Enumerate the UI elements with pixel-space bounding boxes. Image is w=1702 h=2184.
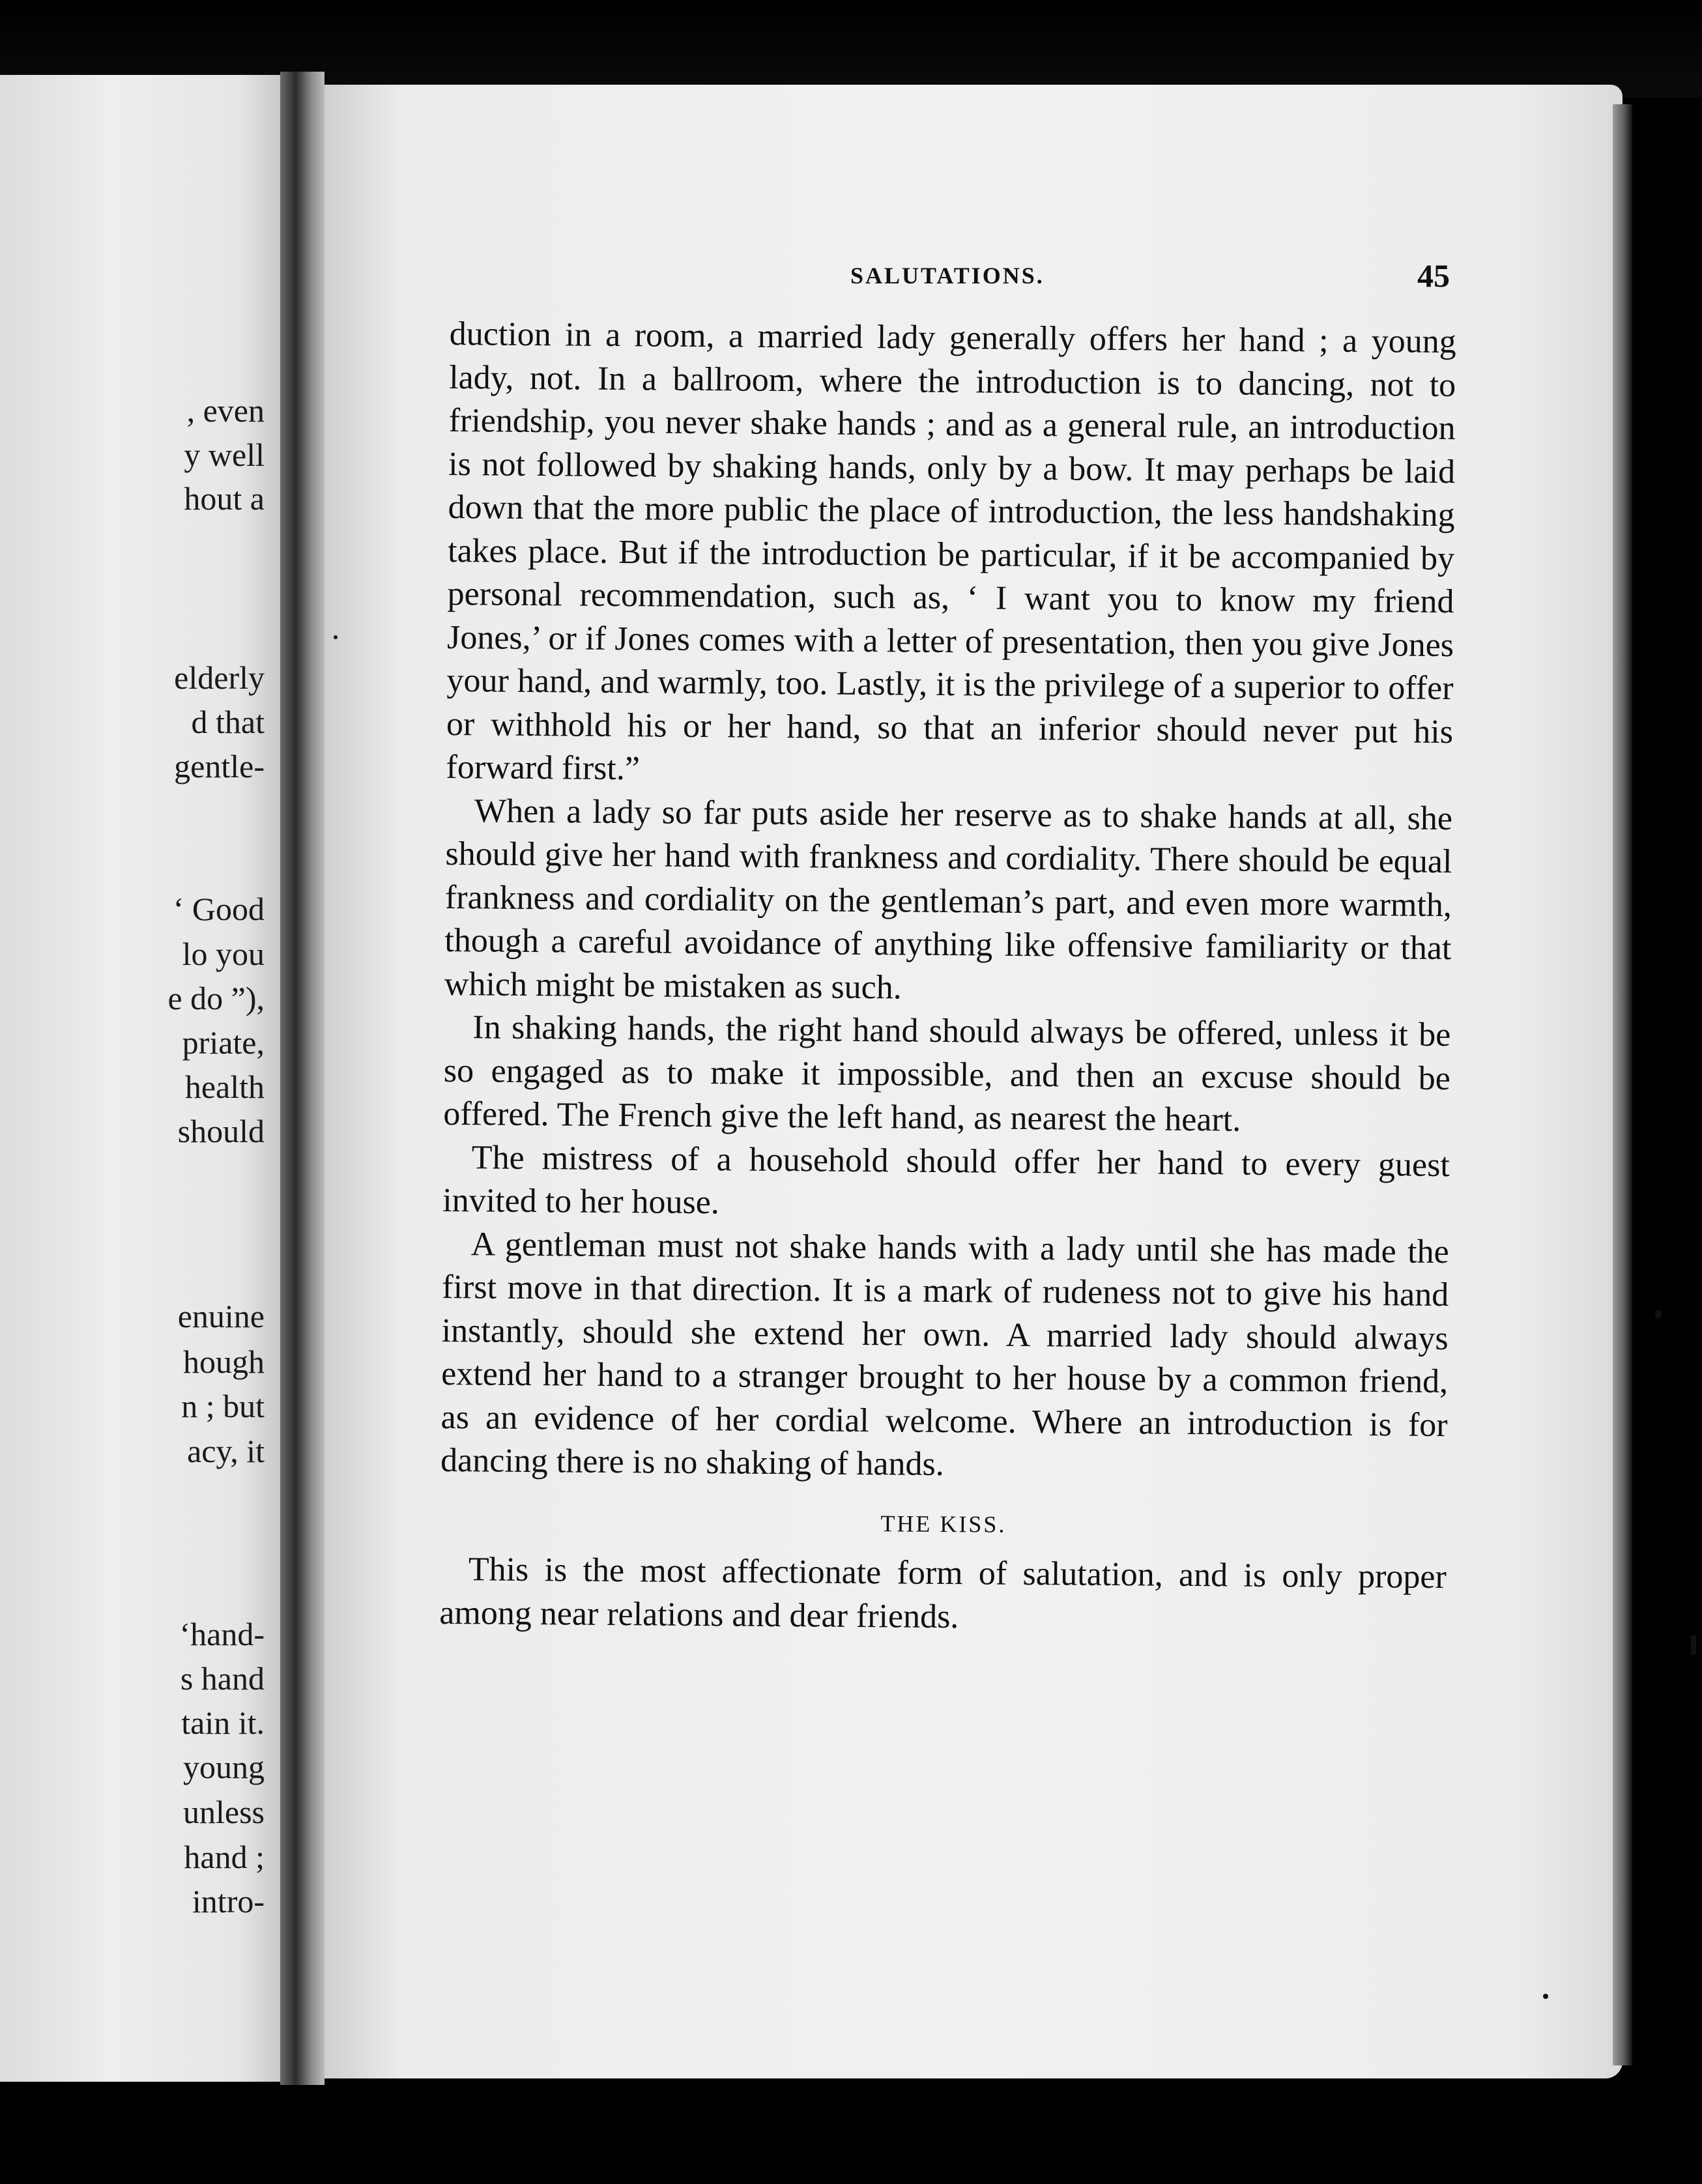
page-number: 45 bbox=[1417, 257, 1450, 294]
left-page-fragment: e do ”), bbox=[167, 980, 265, 1016]
left-page-fragment: hand ; bbox=[184, 1839, 265, 1875]
left-page-fragment: priate, bbox=[182, 1024, 265, 1061]
scan-speck bbox=[1655, 1310, 1662, 1319]
running-head: SALUTATIONS. bbox=[850, 263, 1045, 289]
left-page-fragment: health bbox=[184, 1069, 265, 1105]
paragraph: A gentleman must not shake hands with a lady until she has made the first move in that direction. It is a mark of rudeness not to give his hand instantly, should she extend her own. A married lady should always extend her hand to a stranger brought to her house by a common friend, as an evidence of her cordial welcome. Where an introduction is for dancing there is no shaking of hands. bbox=[440, 1225, 1449, 1484]
book-gutter bbox=[280, 72, 325, 2085]
left-page-fragment: should bbox=[177, 1113, 265, 1149]
section-heading: THE KISS. bbox=[880, 1510, 1007, 1538]
left-page-fragment: , even bbox=[186, 392, 265, 429]
paragraph: When a lady so far puts aside her reserve as to shake hands at all, she should give her hand with frankness and cordiality. There should be equal frankness and cordiality on the gentleman’s part, and even more warmth, though a careful avoidance of anything like offensive familiarity or that which might be mistaken as such. bbox=[444, 792, 1453, 1006]
left-page-fragment: hout a bbox=[184, 480, 265, 517]
left-page-fragment: ‘hand- bbox=[179, 1616, 265, 1652]
left-page-fragment: d that bbox=[191, 704, 265, 740]
left-page-fragment: acy, it bbox=[187, 1433, 265, 1469]
left-page-fragment: lo you bbox=[182, 936, 265, 972]
left-page-fragment: hough bbox=[183, 1343, 265, 1380]
paragraph: The mistress of a household should offer her hand to every guest invited to her house. bbox=[442, 1138, 1450, 1222]
left-page-fragment: s hand bbox=[180, 1660, 265, 1697]
paragraph: In shaking hands, the right hand should always be offered, unless it be so engaged as to make it impossible, and then an excuse should be offered. The French give the left hand, as nearest the heart. bbox=[443, 1009, 1451, 1139]
left-page-fragment: ‘ Good bbox=[173, 891, 265, 927]
left-page-fragment: enuine bbox=[177, 1298, 265, 1334]
paragraph: duction in a room, a married lady generally offers her hand ; a young lady, not. In a ballroom, where the introduction is to dancing, not to friendship, you never shake hands ; and as a general rule, an introduction is not followed by shaking hands, only by a bow. It may perhaps be laid down that the more public the place of introduction, the less handshaking takes place. But if the introduction be particular, if it be accompanied by personal recommendation, such as, ‘ I want you to know my friend Jones,’ or if Jones comes with a letter of presentation, then you give Jones your hand, and warmly, too. Lastly, it is the privilege of a superior to offer or withhold his or her hand, so that an inferior should never put his forward first.” bbox=[446, 315, 1456, 788]
left-page-fragment: y well bbox=[184, 437, 265, 473]
previous-page-edge bbox=[0, 75, 280, 2082]
left-page-fragment: gentle- bbox=[174, 748, 265, 784]
left-page-fragment: tain it. bbox=[181, 1704, 265, 1741]
left-page-fragment: n ; but bbox=[181, 1388, 265, 1424]
scan-speck bbox=[334, 635, 338, 639]
left-page-fragment: young bbox=[183, 1749, 265, 1785]
scan-speck bbox=[1691, 1635, 1696, 1655]
body-text bbox=[439, 313, 1456, 1643]
paragraph: This is the most affectionate form of salutation, and is only proper among near relations and dear friends. bbox=[439, 1551, 1447, 1635]
left-page-fragment: elderly bbox=[174, 659, 265, 696]
scan-speck bbox=[1543, 1994, 1548, 1999]
left-page-fragment: unless bbox=[183, 1794, 265, 1830]
left-page-fragment: intro- bbox=[192, 1883, 265, 1919]
page-edge-shadow bbox=[1613, 104, 1632, 2065]
